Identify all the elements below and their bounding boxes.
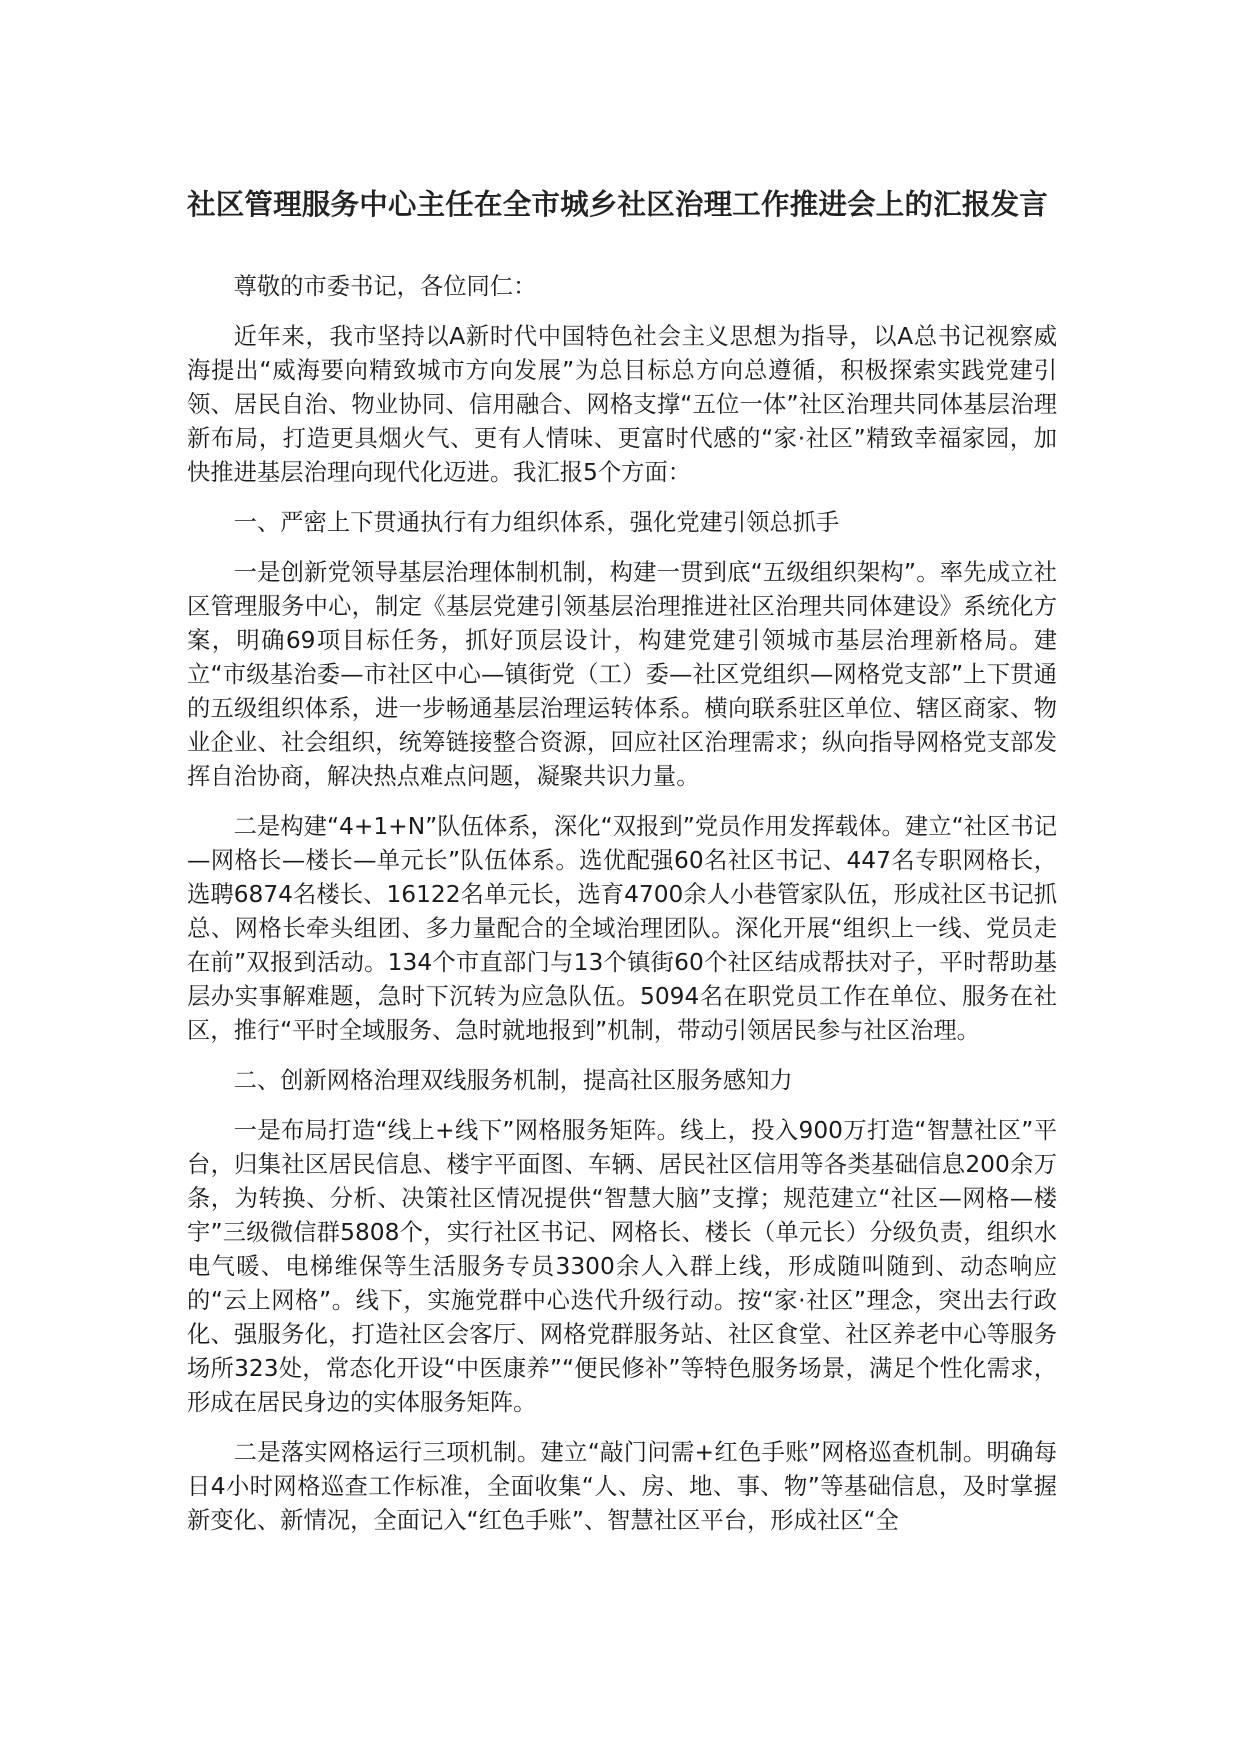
document-title: 社区管理服务中心主任在全市城乡社区治理工作推进会上的汇报发言 [187,188,1049,221]
document-body [187,270,1057,1554]
section-1-heading: 一、严密上下贯通执行有力组织体系，强化党建引领总抓手 [233,509,840,536]
document-page [187,0,1057,1754]
salutation: 尊敬的市委书记，各位同仁： [233,273,537,300]
intro-paragraph: 近年来，我市坚持以A新时代中国特色社会主义思想为指导，以A总书记视察威海提出“威海要向精致城市方向发展”为总目标总方向总遵循，积极探索实践党建引领、居民自治、物业协同、信用融合、网格支撑“五位一体”社区治理共同体基层治理新布局，打造更具烟火气、更有人情味、更富时代感的“家·社区”精致幸福家园，加快推进基层治理向现代化迈进。我汇报5个方面： [187,323,1057,486]
section-2-heading: 二、创新网格治理双线服务机制，提高社区服务感知力 [233,1067,793,1094]
section-2-paragraph-2: 二是落实网格运行三项机制。建立“敲门问需+红色手账”网格巡查机制。明确每日4小时网格巡查工作标准，全面收集“人、房、地、事、物”等基础信息，及时掌握新变化、新情况，全面记入“红色手账”、智慧社区平台，形成社区“全 [187,1439,1057,1534]
section-1-paragraph-2: 二是构建“4+1+N”队伍体系，深化“双报到”党员作用发挥载体。建立“社区书记—网格长—楼长—单元长”队伍体系。选优配强60名社区书记、447名专职网格长，选聘6874名楼长、16122名单元长，选育4700余人小巷管家队伍，形成社区书记抓总、网格长牵头组团、多力量配合的全域治理团队。深化开展“组织上一线、党员走在前”双报到活动。134个市直部门与13个镇街60个社区结成帮扶对子，平时帮助基层办实事解难题，急时下沉转为应急队伍。5094名在职党员工作在单位、服务在社区，推行“平时全域服务、急时就地报到”机制，带动引领居民参与社区治理。 [187,813,1057,1044]
section-2-paragraph-1: 一是布局打造“线上+线下”网格服务矩阵。线上，投入900万打造“智慧社区”平台，归集社区居民信息、楼宇平面图、车辆、居民社区信用等各类基础信息200余万条，为转换、分析、决策社区情况提供“智慧大脑”支撑；规范建立“社区—网格—楼宇”三级微信群5808个，实行社区书记、网格长、楼长（单元长）分级负责，组织水电气暖、电梯维保等生活服务专员3300余人入群上线，形成随叫随到、动态响应的“云上网格”。线下，实施党群中心迭代升级行动。按“家·社区”理念，突出去行政化、强服务化，打造社区会客厅、网格党群服务站、社区食堂、社区养老中心等服务场所323处，常态化开设“中医康养”“便民修补”等特色服务场景，满足个性化需求，形成在居民身边的实体服务矩阵。 [187,1117,1057,1416]
section-1-paragraph-1: 一是创新党领导基层治理体制机制，构建一贯到底“五级组织架构”。率先成立社区管理服务中心，制定《基层党建引领基层治理推进社区治理共同体建设》系统化方案，明确69项目标任务，抓好顶层设计，构建党建引领城市基层治理新格局。建立“市级基治委—市社区中心—镇街党（工）委—社区党组织—网格党支部”上下贯通的五级组织体系，进一步畅通基层治理运转体系。横向联系驻区单位、辖区商家、物业企业、社会组织，统筹链接整合资源，回应社区治理需求；纵向指导网格党支部发挥自治协商，解决热点难点问题，凝聚共识力量。 [187,559,1057,790]
